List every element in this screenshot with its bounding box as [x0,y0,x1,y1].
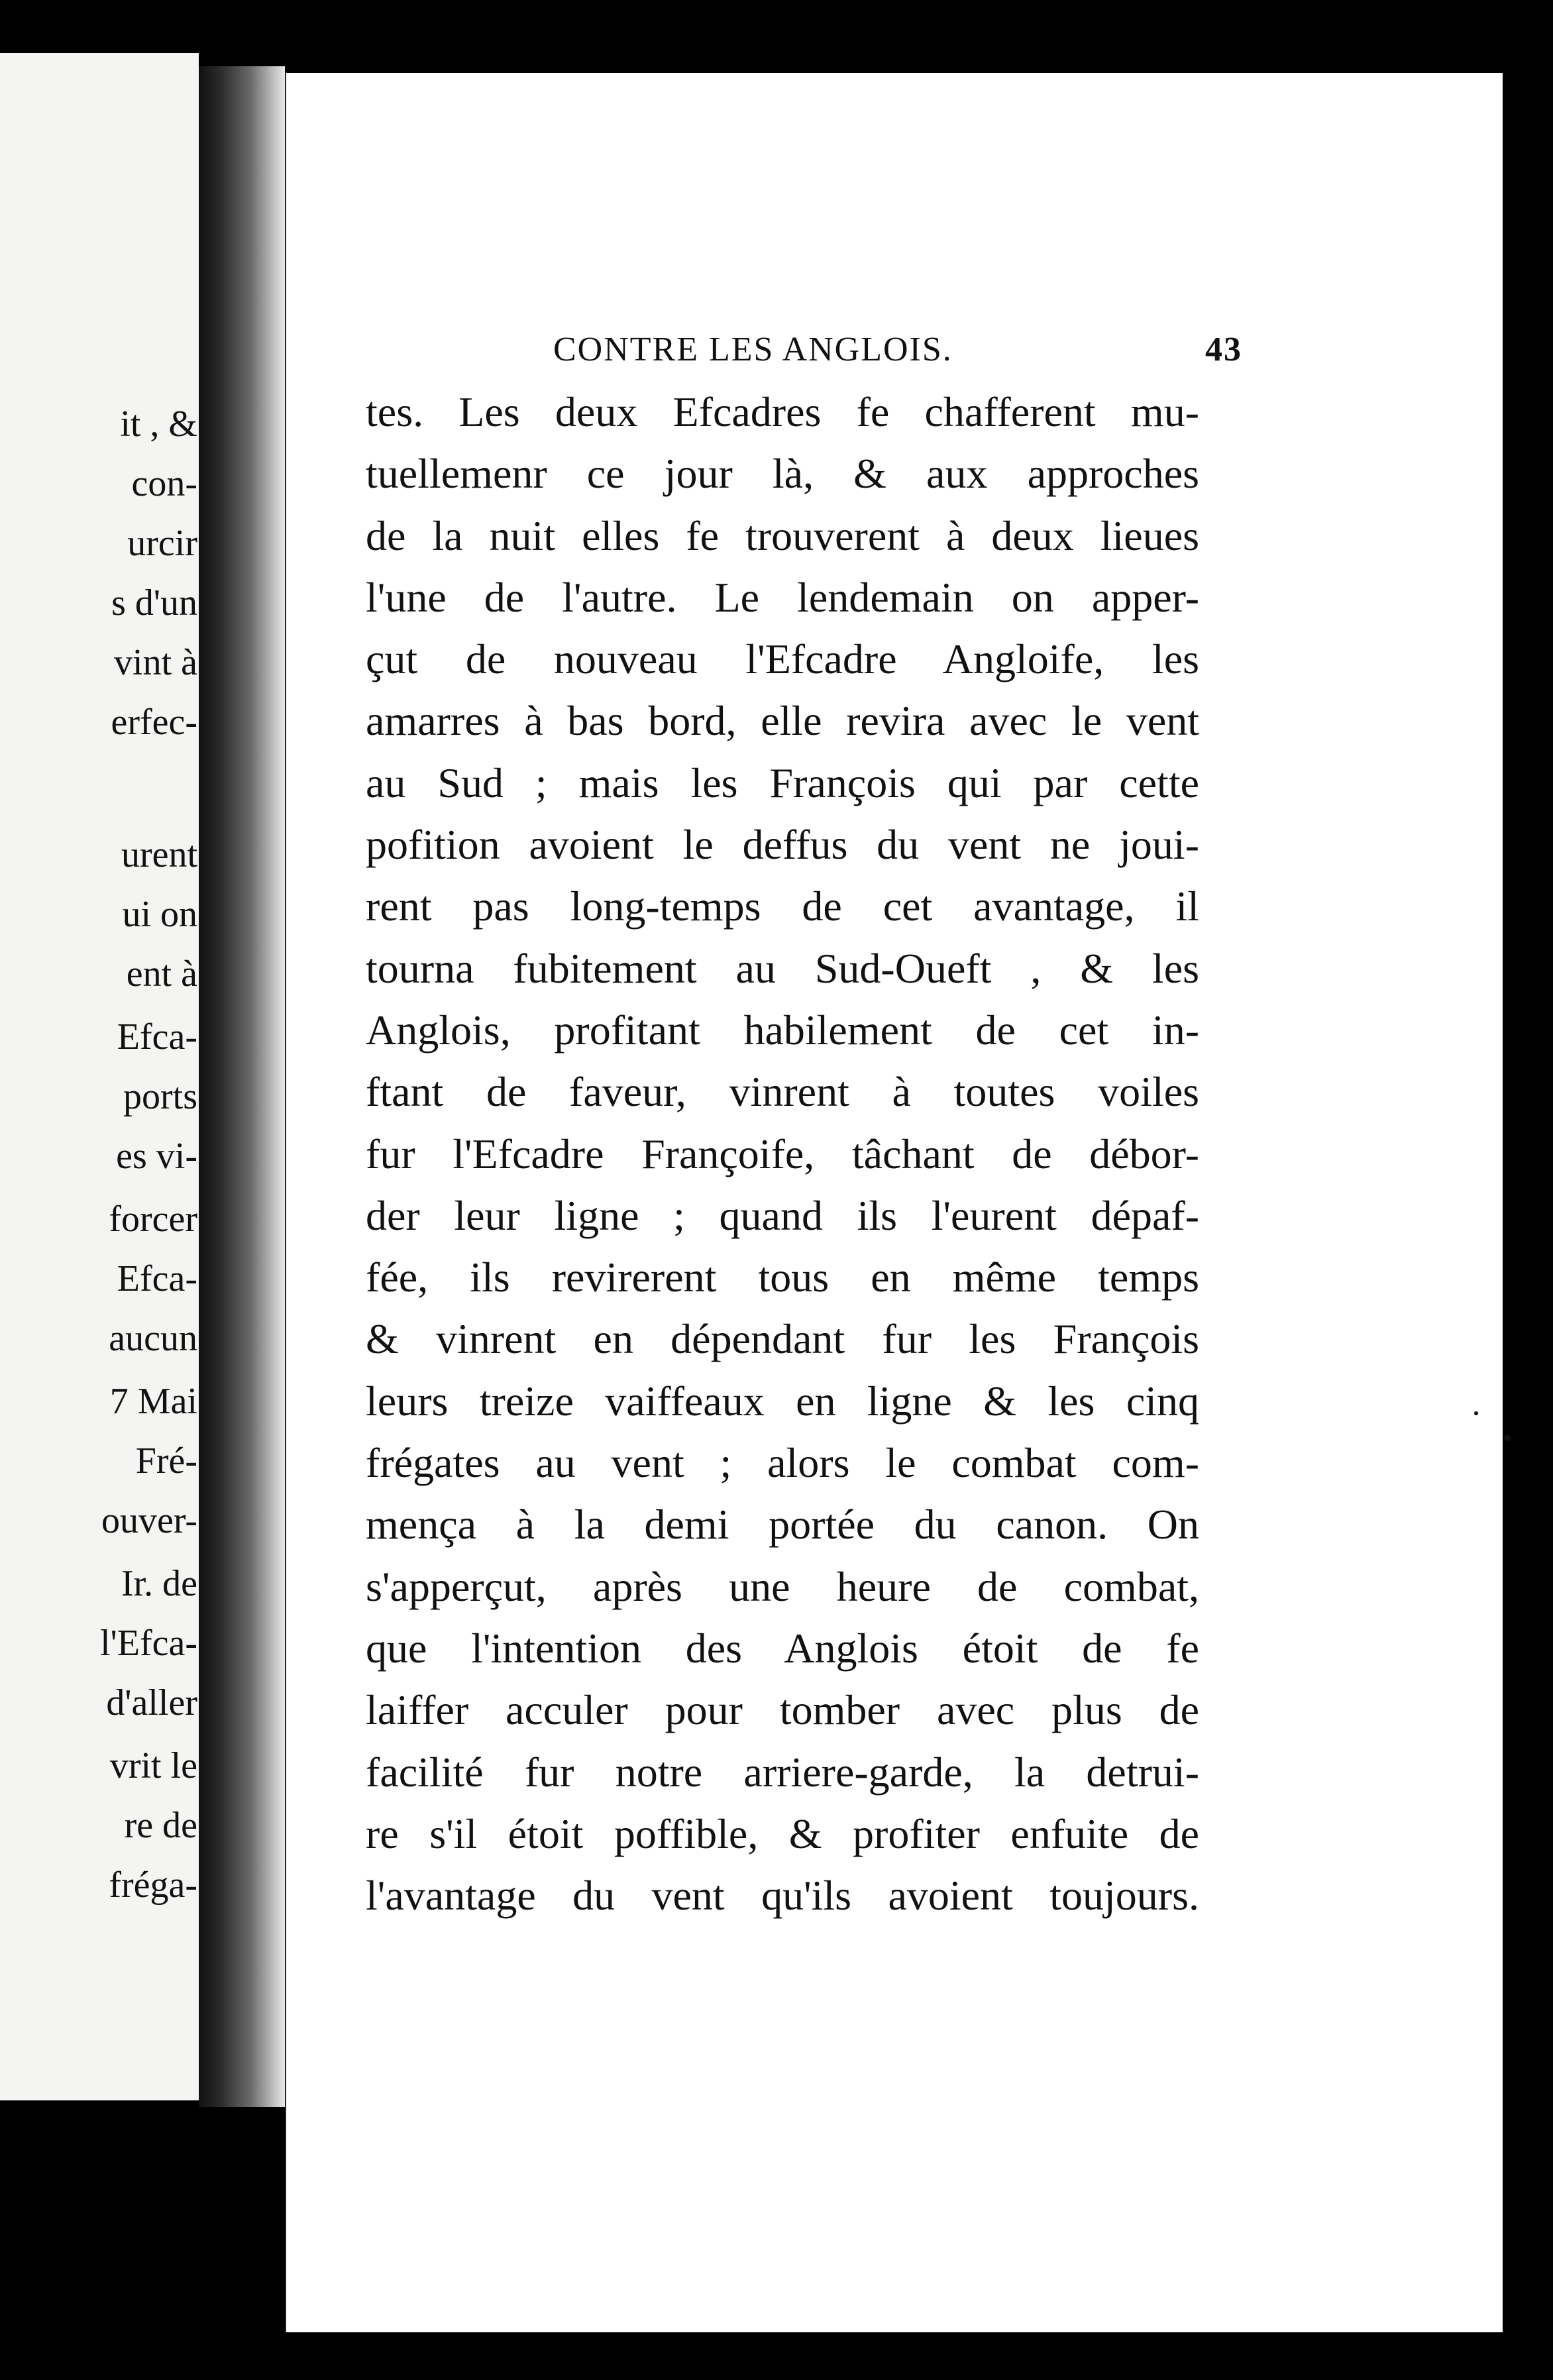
left-line: Fré- [135,1440,197,1482]
text-line: que l'intention des Anglois étoit de fe [366,1624,1199,1672]
text-line: rent pas long-temps de cet avantage, il [366,883,1199,930]
left-line: 7 Mai [109,1381,197,1422]
left-line: vint à [114,642,197,683]
left-line: urent [121,834,197,875]
ink-speck [1474,1411,1478,1415]
left-line: aucun [109,1318,197,1359]
left-line: ui on [122,894,197,935]
left-line: ports [123,1076,197,1117]
left-line: Efca- [117,1258,197,1299]
left-line: l'Efca- [100,1623,197,1664]
text-line: l'avantage du vent qu'ils avoient toujours. [366,1872,1199,1920]
left-line: vrit le [109,1745,197,1786]
text-line: der leur ligne ; quand ils l'eurent dépaf- [366,1191,1199,1239]
running-head [553,330,1242,376]
text-line: ftant de faveur, vinrent à toutes voiles [366,1068,1199,1116]
text-line: tes. Les deux Efcadres fe chafferent mu- [366,388,1199,435]
left-page [0,53,199,2100]
text-line: fée, ils revirerent tous en même temps [366,1254,1199,1301]
text-line: pofition avoient le deffus du vent ne joui- [366,821,1199,869]
left-line: forcer [109,1199,197,1240]
left-line: ent à [126,953,197,995]
page-number: 43 [1205,331,1242,368]
book-gutter-shadow [199,66,285,2107]
text-line: & vinrent en dépendant fur les François [366,1315,1199,1363]
left-line: urcir [127,523,197,564]
left-line: ouver- [101,1500,197,1541]
text-line: mença à la demi portée du canon. On [366,1501,1199,1548]
text-line: Anglois, profitant habilement de cet in- [366,1006,1199,1054]
left-line: erfec- [111,702,197,743]
left-line: con- [131,463,197,504]
text-line: au Sud ; mais les François qui par cette [366,759,1199,806]
left-line: d'aller [106,1682,197,1723]
left-line: it , & [120,404,197,445]
left-line: Efca- [117,1016,197,1057]
text-line: tuellemenr ce jour là, & aux approches [366,450,1199,498]
left-line: Ir. de [121,1563,197,1604]
left-line: re de [124,1805,197,1846]
text-line: tourna fubitement au Sud-Oueft , & les [366,944,1199,992]
text-line: de la nuit elles fe trouverent à deux lieues [366,512,1199,559]
text-line: amarres à bas bord, elle revira avec le vent [366,697,1199,745]
text-line: leurs treize vaiffeaux en ligne & les cinq [366,1377,1199,1425]
text-line: facilité fur notre arriere-garde, la detrui- [366,1748,1199,1796]
text-line: s'apperçut, après une heure de combat, [366,1562,1199,1610]
left-line: fréga- [109,1865,197,1906]
text-line: çut de nouveau l'Efcadre Angloife, les [366,635,1199,683]
body-text [366,381,1199,1926]
text-line: l'une de l'autre. Le lendemain on apper- [366,573,1199,621]
running-title: CONTRE LES ANGLOIS. [553,331,953,368]
text-line: re s'il étoit poffible, & profiter enfuite de [366,1810,1199,1857]
text-line: laiffer acculer pour tomber avec plus de [366,1686,1199,1734]
ink-speck [1504,1434,1511,1441]
left-line: es vi- [116,1136,197,1177]
text-line: fur l'Efcadre Françoife, tâchant de débor- [366,1130,1199,1177]
left-line: s d'un [111,582,197,623]
text-line: frégates au vent ; alors le combat com- [366,1439,1199,1487]
